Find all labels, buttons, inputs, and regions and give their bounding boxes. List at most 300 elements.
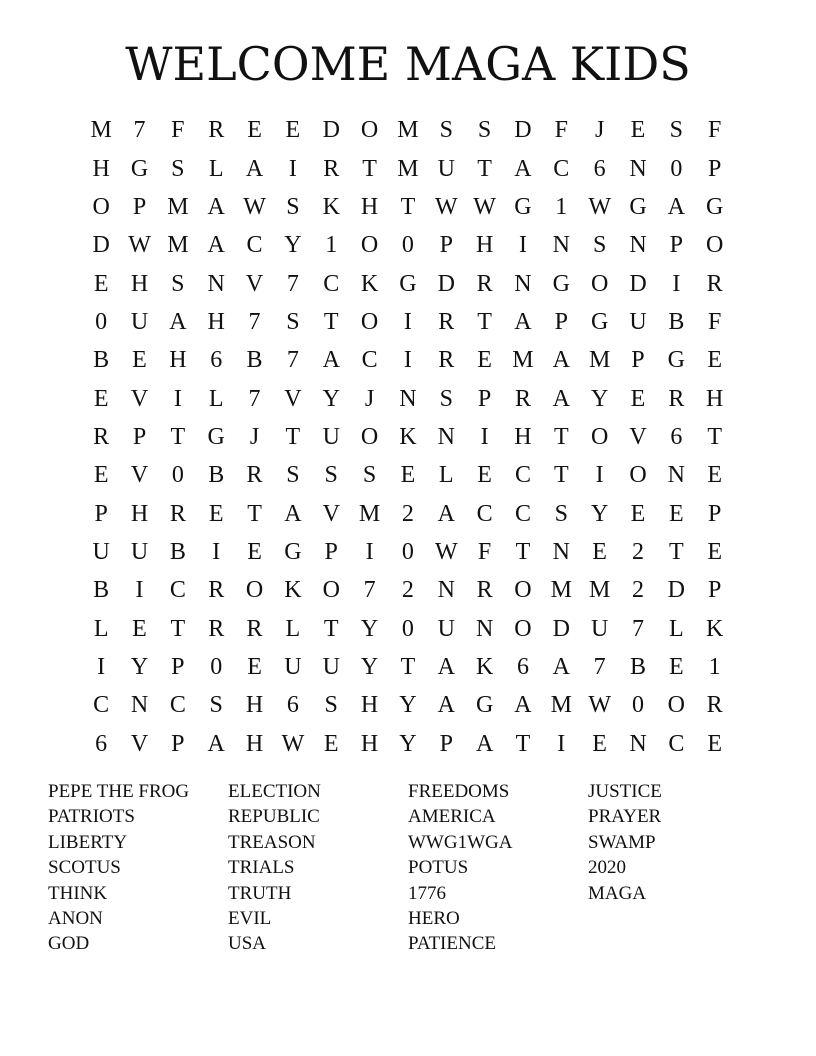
grid-letter: H [169,347,187,374]
grid-letter: 7 [248,385,261,412]
grid-letter: E [592,538,607,565]
grid-letter: T [170,423,186,450]
grid-letter: M [167,193,189,220]
grid-letter: I [672,270,681,297]
grid-letter: P [171,653,185,680]
grid-row [82,686,734,724]
word-list-item: TRIALS [228,857,295,879]
grid-row [82,111,734,149]
grid-letter: C [476,500,493,527]
word-list-item: AMERICA [408,806,496,828]
grid-letter: 1 [708,653,721,680]
grid-letter: U [629,308,647,335]
grid-letter: O [590,423,609,450]
grid-letter: N [629,232,647,259]
grid-letter: Y [590,500,609,527]
grid-letter: D [322,117,340,144]
grid-letter: H [207,308,225,335]
grid-letter: N [399,385,417,412]
grid-letter: E [93,270,109,297]
grid-letter: E [707,462,722,489]
grid-letter: A [284,500,302,527]
word-list-item: 1776 [408,882,446,904]
grid-row [82,609,734,647]
grid-letter: V [284,385,302,412]
grid-letter: 0 [401,538,414,565]
grid-letter: E [707,730,722,757]
grid-letter: T [668,538,684,565]
grid-letter: 6 [593,155,606,182]
grid-letter: 0 [631,692,644,719]
grid-letter: U [322,423,340,450]
grid-letter: R [706,270,723,297]
grid-letter: R [514,385,531,412]
grid-letter: C [169,577,186,604]
grid-letter: P [669,232,683,259]
grid-letter: E [668,653,684,680]
grid-letter: R [476,577,493,604]
grid-letter: U [130,538,149,565]
word-list-item: WWG1WGA [408,831,513,853]
grid-letter: G [130,155,149,182]
grid-letter: 0 [171,462,184,489]
grid-letter: J [594,117,605,144]
grid-letter: Y [590,385,609,412]
grid-letter: A [245,155,264,182]
grid-letter: O [360,308,379,335]
grid-letter: S [324,462,338,489]
grid-letter: D [514,117,532,144]
grid-letter: E [247,653,262,680]
grid-letter: 0 [95,308,108,335]
grid-letter: K [360,270,379,297]
grid-letter: I [480,423,489,450]
word-list-item: 2020 [588,857,626,879]
grid-letter: A [169,308,187,335]
grid-letter: N [629,730,647,757]
grid-letter: S [286,462,300,489]
grid-letter: T [323,615,339,642]
grid-letter: M [167,232,189,259]
grid-letter: H [360,730,379,757]
grid-letter: H [245,730,264,757]
page-title: WELCOME MAGA KIDS [125,37,691,91]
grid-letter: R [169,500,186,527]
word-list-item: REPUBLIC [228,806,320,828]
grid-letter: O [514,615,532,642]
grid-letter: C [553,155,570,182]
grid-letter: 2 [631,538,644,565]
grid-row [82,494,734,532]
grid-letter: E [477,347,492,374]
grid-letter: 7 [286,347,299,374]
grid-letter: 7 [593,653,606,680]
grid-letter: N [514,270,532,297]
grid-letter: A [207,193,225,220]
grid-letter: H [475,232,494,259]
grid-letter: U [130,308,149,335]
grid-letter: D [437,270,455,297]
grid-letter: E [630,385,646,412]
grid-letter: S [209,692,223,719]
grid-letter: 2 [401,500,414,527]
word-list-item: JUSTICE [588,781,662,802]
grid-letter: G [667,347,685,374]
grid-letter: N [437,423,455,450]
grid-letter: L [438,462,454,489]
grid-letter: N [552,232,570,259]
grid-letter: P [707,155,722,182]
grid-letter: G [207,423,225,450]
grid-letter: D [552,615,570,642]
grid-letter: T [515,730,531,757]
grid-letter: Y [360,653,379,680]
grid-letter: M [550,577,572,604]
grid-letter: T [285,423,301,450]
grid-letter: T [553,462,569,489]
grid-letter: R [706,692,723,719]
grid-letter: N [552,538,570,565]
grid-letter: U [322,653,340,680]
grid-letter: M [397,155,419,182]
grid-letter: E [630,500,646,527]
grid-letter: N [130,692,149,719]
grid-letter: 7 [631,615,644,642]
word-list-item: LIBERTY [48,831,128,853]
grid-letter: C [514,462,531,489]
grid-letter: L [208,385,224,412]
grid-letter: S [286,193,300,220]
grid-letter: I [403,308,412,335]
grid-letter: W [588,193,611,220]
grid-letter: C [514,500,531,527]
grid-row [82,264,734,302]
grid-letter: C [169,692,186,719]
grid-row [82,418,734,456]
grid-letter: R [208,615,225,642]
grid-letter: A [207,232,225,259]
grid-letter: O [590,270,609,297]
grid-letter: S [439,117,453,144]
grid-letter: E [93,462,109,489]
grid-letter: S [362,462,377,489]
grid-letter: I [288,155,297,182]
grid-letter: I [595,462,604,489]
grid-letter: G [590,308,609,335]
grid-letter: H [130,270,149,297]
grid-letter: T [477,155,492,182]
grid-letter: H [514,423,532,450]
grid-letter: A [322,347,340,374]
grid-letter: I [557,730,566,757]
grid-letter: K [322,193,340,220]
grid-letter: 2 [401,577,414,604]
word-list-item: TRUTH [228,882,292,904]
grid-letter: C [246,232,263,259]
grid-letter: D [92,232,110,259]
grid-row [82,188,734,226]
grid-letter: P [132,423,147,450]
grid-letter: T [553,423,569,450]
grid-letter: F [477,538,492,565]
grid-letter: 7 [133,117,146,144]
grid-letter: A [514,308,532,335]
grid-letter: Y [360,615,379,642]
grid-letter: V [629,423,647,450]
grid-letter: S [592,232,607,259]
grid-letter: P [324,538,338,565]
grid-letter: S [286,308,300,335]
grid-letter: E [132,347,147,374]
grid-letter: V [322,500,340,527]
grid-row [82,341,734,379]
grid-row [82,226,734,264]
grid-letter: T [707,423,722,450]
grid-letter: A [552,347,570,374]
grid-letter: F [707,308,722,335]
grid-letter: V [130,462,149,489]
grid-letter: L [285,615,301,642]
grid-letter: S [669,117,683,144]
grid-letter: P [631,347,645,374]
grid-letter: U [92,538,110,565]
grid-letter: G [552,270,570,297]
grid-letter: M [512,347,534,374]
grid-letter: N [207,270,225,297]
grid-letter: B [93,347,110,374]
grid-letter: T [362,155,377,182]
grid-letter: Y [322,385,340,412]
grid-letter: H [706,385,724,412]
grid-letter: I [173,385,182,412]
grid-letter: 2 [631,577,644,604]
word-list-item: TREASON [228,831,316,853]
grid-letter: N [437,577,455,604]
grid-letter: I [518,232,527,259]
word-list-item: SWAMP [588,831,656,853]
grid-letter: O [92,193,110,220]
grid-letter: T [477,308,492,335]
word-list-item: THINK [48,882,108,904]
grid-letter: T [323,308,339,335]
grid-letter: S [477,117,492,144]
grid-letter: J [249,423,260,450]
grid-letter: R [438,347,455,374]
grid-letter: H [245,692,264,719]
grid-letter: B [208,462,225,489]
grid-letter: B [169,538,186,565]
grid-letter: H [360,193,379,220]
grid-row [82,379,734,417]
grid-letter: R [246,462,263,489]
grid-letter: O [629,462,647,489]
word-list-item: SCOTUS [48,857,121,879]
grid-letter: E [93,385,109,412]
grid-letter: T [400,193,416,220]
grid-letter: M [588,347,611,374]
grid-letter: W [434,538,458,565]
grid-letter: E [323,730,339,757]
grid-letter: Y [399,692,417,719]
grid-letter: S [171,155,185,182]
grid-letter: W [588,692,611,719]
grid-letter: 6 [95,730,108,757]
grid-letter: P [132,193,147,220]
word-list-item: PEPE THE FROG [48,781,190,802]
grid-letter: M [358,500,381,527]
grid-letter: A [514,155,532,182]
grid-letter: S [324,692,338,719]
grid-letter: P [707,500,722,527]
grid-letter: A [552,653,570,680]
grid-letter: O [706,232,724,259]
grid-letter: P [439,730,453,757]
grid-letter: O [667,692,685,719]
grid-letter: 7 [248,308,261,335]
grid-letter: 0 [401,615,414,642]
grid-letter: I [135,577,144,604]
grid-letter: T [515,538,531,565]
word-list-item: MAGA [588,882,647,904]
grid-letter: A [514,692,532,719]
grid-letter: O [514,577,532,604]
grid-letter: S [554,500,568,527]
grid-letter: E [400,462,416,489]
grid-letter: U [437,615,455,642]
grid-row [82,571,734,609]
grid-letter: W [281,730,305,757]
word-list-item: USA [228,933,267,955]
grid-letter: G [399,270,417,297]
grid-letter: T [247,500,262,527]
grid-letter: B [93,577,110,604]
grid-letter: G [629,193,647,220]
grid-letter: E [132,615,147,642]
grid-letter: E [285,117,301,144]
grid-letter: K [284,577,302,604]
grid-letter: D [667,577,685,604]
grid-letter: F [171,117,185,144]
grid-letter: R [93,423,110,450]
grid-letter: F [707,117,722,144]
grid-letter: S [439,385,453,412]
grid-letter: P [439,232,453,259]
grid-row [82,456,734,494]
grid-letter: P [477,385,492,412]
grid-letter: N [475,615,494,642]
grid-letter: 0 [401,232,414,259]
grid-letter: R [246,615,263,642]
grid-letter: 0 [210,653,223,680]
grid-letter: E [477,462,492,489]
grid-letter: P [707,577,722,604]
word-list-item: EVIL [228,907,272,929]
word-list-item: PATIENCE [408,933,496,955]
grid-letter: W [243,193,266,220]
grid-letter: I [212,538,221,565]
grid-letter: T [170,615,186,642]
grid-letter: O [360,232,379,259]
grid-letter: S [171,270,185,297]
grid-letter: Y [399,730,417,757]
grid-letter: L [668,615,684,642]
letter-grid [82,111,734,763]
grid-letter: W [434,193,458,220]
grid-letter: R [323,155,340,182]
grid-letter: C [668,730,685,757]
grid-letter: W [473,193,496,220]
grid-letter: 6 [516,653,529,680]
grid-letter: C [361,347,378,374]
grid-letter: G [706,193,724,220]
grid-letter: H [360,692,379,719]
grid-letter: Y [130,653,149,680]
grid-letter: R [208,577,225,604]
grid-row [82,303,734,341]
grid-letter: L [93,615,109,642]
grid-letter: E [247,538,262,565]
grid-letter: P [554,308,568,335]
grid-letter: A [437,653,455,680]
grid-letter: B [668,308,685,335]
grid-letter: U [590,615,609,642]
grid-letter: E [707,538,722,565]
grid-row [82,725,734,763]
grid-letter: G [514,193,532,220]
grid-letter: O [360,423,379,450]
grid-letter: A [437,692,455,719]
word-list-item: ELECTION [228,781,321,802]
word-list-item: HERO [408,907,460,929]
grid-letter: F [554,117,568,144]
grid-letter: K [475,653,494,680]
grid-letter: E [630,117,646,144]
grid-letter: E [707,347,722,374]
grid-letter: 1 [325,232,338,259]
grid-letter: C [323,270,340,297]
grid-letter: W [128,232,151,259]
word-list-item: POTUS [408,857,469,879]
grid-letter: E [208,500,224,527]
grid-letter: 6 [210,347,223,374]
grid-letter: M [90,117,112,144]
grid-letter: H [92,155,110,182]
grid-letter: M [550,692,572,719]
grid-letter: E [668,500,684,527]
grid-letter: A [207,730,225,757]
grid-letter: I [97,653,106,680]
grid-letter: A [552,385,570,412]
grid-letter: P [94,500,108,527]
word-list [48,779,768,957]
grid-letter: V [130,385,149,412]
grid-letter: A [667,193,685,220]
grid-row [82,648,734,686]
grid-letter: Y [284,232,302,259]
word-list-item: PRAYER [588,806,662,828]
grid-letter: U [437,155,455,182]
grid-letter: K [399,423,417,450]
grid-letter: 0 [670,155,683,182]
grid-letter: U [284,653,302,680]
grid-row [82,533,734,571]
grid-letter: I [403,347,412,374]
grid-row [82,149,734,187]
grid-letter: L [208,155,224,182]
word-list-item: GOD [48,933,90,955]
grid-letter: P [171,730,185,757]
grid-letter: O [360,117,379,144]
